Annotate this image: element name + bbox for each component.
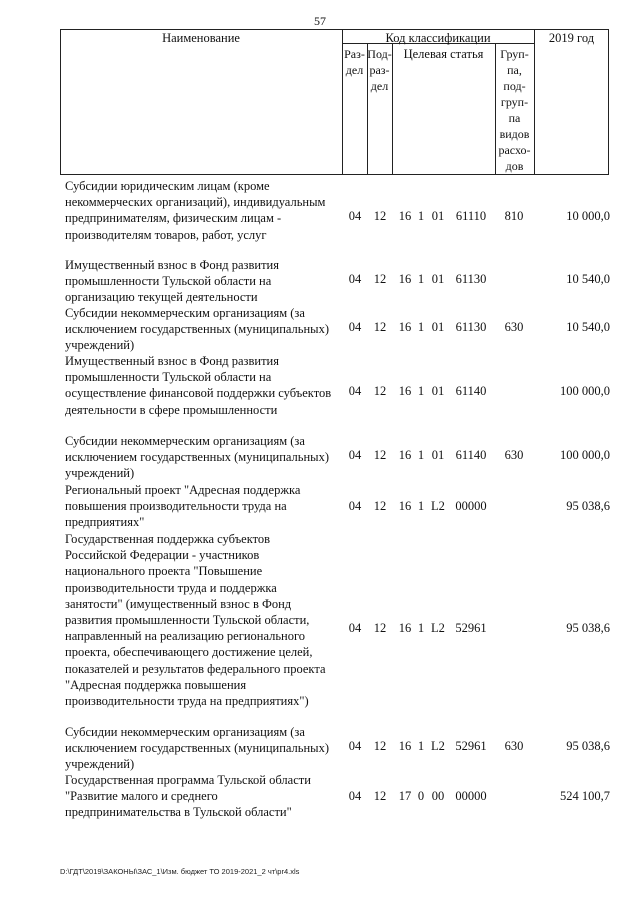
row-cs-direction: 00000	[455, 789, 487, 803]
row-cs-event: 01	[431, 384, 445, 398]
header-section: Раз- дел	[344, 47, 365, 77]
row-cs-event: L2	[431, 621, 445, 635]
row-cs-direction: 61110	[455, 209, 487, 223]
page-number: 57	[314, 14, 326, 28]
row-amount: 100 000,0	[560, 448, 610, 462]
row-podrazdel: 12	[373, 272, 387, 286]
row-podrazdel: 12	[373, 621, 387, 635]
row-cs-event: 01	[431, 272, 445, 286]
row-amount: 10 540,0	[566, 320, 610, 334]
row-cs-event: 01	[431, 448, 445, 462]
row-name: Субсидии некоммерческим организациям (за исключением государственных (муниципальных) учреждений)	[65, 434, 329, 481]
header-target-article: Целевая статья	[403, 47, 484, 61]
row-name: Региональный проект "Адресная поддержка повышения производительности труда на предприятиях"	[65, 483, 301, 530]
row-cs-program: 16	[398, 621, 412, 635]
row-cs-direction: 61130	[455, 320, 487, 334]
row-name: Субсидии некоммерческим организациям (за исключением государственных (муниципальных) учреждений)	[65, 725, 329, 772]
row-vr: 810	[504, 209, 524, 223]
row-razdel: 04	[348, 739, 362, 753]
row-cs-event: L2	[431, 499, 445, 513]
header-year: 2019 год	[548, 31, 595, 45]
row-podrazdel: 12	[373, 789, 387, 803]
row-cs-subprogram: 1	[417, 448, 425, 462]
row-cs-subprogram: 0	[417, 789, 425, 803]
row-amount: 100 000,0	[560, 384, 610, 398]
row-cs-direction: 61130	[455, 272, 487, 286]
row-name: Государственная программа Тульской области "Развитие малого и среднего предпринимательства в Тульской области"	[65, 773, 311, 820]
row-cs-event: 01	[431, 320, 445, 334]
row-podrazdel: 12	[373, 499, 387, 513]
row-razdel: 04	[348, 272, 362, 286]
row-name: Субсидии юридическим лицам (кроме некоммерческих организаций), индивидуальным предпринимателям, физическим лицам - производителям товаров, работ, услуг	[65, 179, 326, 242]
row-cs-program: 16	[398, 320, 412, 334]
row-amount: 95 038,6	[566, 621, 610, 635]
row-razdel: 04	[348, 320, 362, 334]
row-podrazdel: 12	[373, 209, 387, 223]
row-razdel: 04	[348, 384, 362, 398]
row-name: Имущественный взнос в Фонд развития промышленности Тульской области на организацию текущей деятельности	[65, 258, 279, 305]
row-amount: 95 038,6	[566, 739, 610, 753]
row-cs-direction: 00000	[455, 499, 487, 513]
row-amount: 10 540,0	[566, 272, 610, 286]
table-header	[60, 29, 609, 175]
row-cs-program: 16	[398, 739, 412, 753]
header-expense-group: Груп- па, под- груп- па видов расхо- дов	[498, 47, 531, 173]
row-cs-event: 01	[431, 209, 445, 223]
row-cs-direction: 61140	[455, 448, 487, 462]
row-cs-direction: 52961	[455, 739, 487, 753]
row-podrazdel: 12	[373, 384, 387, 398]
header-name: Наименование	[162, 31, 240, 45]
header-subsection: Под- раз- дел	[367, 47, 392, 93]
row-cs-event: 00	[431, 789, 445, 803]
row-cs-program: 16	[398, 448, 412, 462]
row-name: Имущественный взнос в Фонд развития промышленности Тульской области на осуществление финансовой поддержки субъектов деятельности в сфере промышленности	[65, 354, 332, 417]
row-cs-direction: 52961	[455, 621, 487, 635]
file-path-footer: D:\ГДТ\2019\ЗАКОНЫ\ЗАС_1\Изм. бюджет ТО 2019-2021_2 чт\pr4.xls	[60, 867, 300, 876]
header-border-right	[608, 29, 609, 175]
row-cs-subprogram: 1	[417, 384, 425, 398]
row-cs-subprogram: 1	[417, 739, 425, 753]
row-cs-subprogram: 1	[417, 272, 425, 286]
row-razdel: 04	[348, 448, 362, 462]
row-podrazdel: 12	[373, 320, 387, 334]
row-cs-program: 16	[398, 499, 412, 513]
row-cs-direction: 61140	[455, 384, 487, 398]
row-razdel: 04	[348, 621, 362, 635]
row-name: Субсидии некоммерческим организациям (за исключением государственных (муниципальных) учреждений)	[65, 306, 329, 353]
row-cs-subprogram: 1	[417, 499, 425, 513]
row-razdel: 04	[348, 789, 362, 803]
row-vr: 630	[504, 448, 524, 462]
row-cs-event: L2	[431, 739, 445, 753]
row-podrazdel: 12	[373, 739, 387, 753]
row-cs-program: 16	[398, 384, 412, 398]
header-divider-year	[534, 29, 535, 175]
row-amount: 10 000,0	[566, 209, 610, 223]
row-razdel: 04	[348, 209, 362, 223]
row-podrazdel: 12	[373, 448, 387, 462]
row-name: Государственная поддержка субъектов Российской Федерации - участников национального проекта "Повышение производительности труда и поддержка занятости" (имущественный взнос в Фонд развития промышленности Тульской области, направленный на реализацию регионального проекта, обеспечивающего достижение целей, показателей и результатов федерального проекта "Адресная поддержка повышения производительности труда на предприятиях")	[65, 532, 326, 709]
row-cs-subprogram: 1	[417, 209, 425, 223]
row-vr: 630	[504, 320, 524, 334]
header-border-bottom	[60, 174, 609, 175]
row-cs-program: 16	[398, 209, 412, 223]
row-cs-program: 16	[398, 272, 412, 286]
row-amount: 95 038,6	[566, 499, 610, 513]
row-cs-subprogram: 1	[417, 320, 425, 334]
row-razdel: 04	[348, 499, 362, 513]
row-vr: 630	[504, 739, 524, 753]
header-divider-podrazdel	[392, 43, 393, 175]
row-cs-subprogram: 1	[417, 621, 425, 635]
row-amount: 524 100,7	[560, 789, 610, 803]
header-border-left	[60, 29, 61, 175]
header-code-classification: Код классификации	[385, 31, 491, 45]
row-cs-program: 17	[398, 789, 412, 803]
